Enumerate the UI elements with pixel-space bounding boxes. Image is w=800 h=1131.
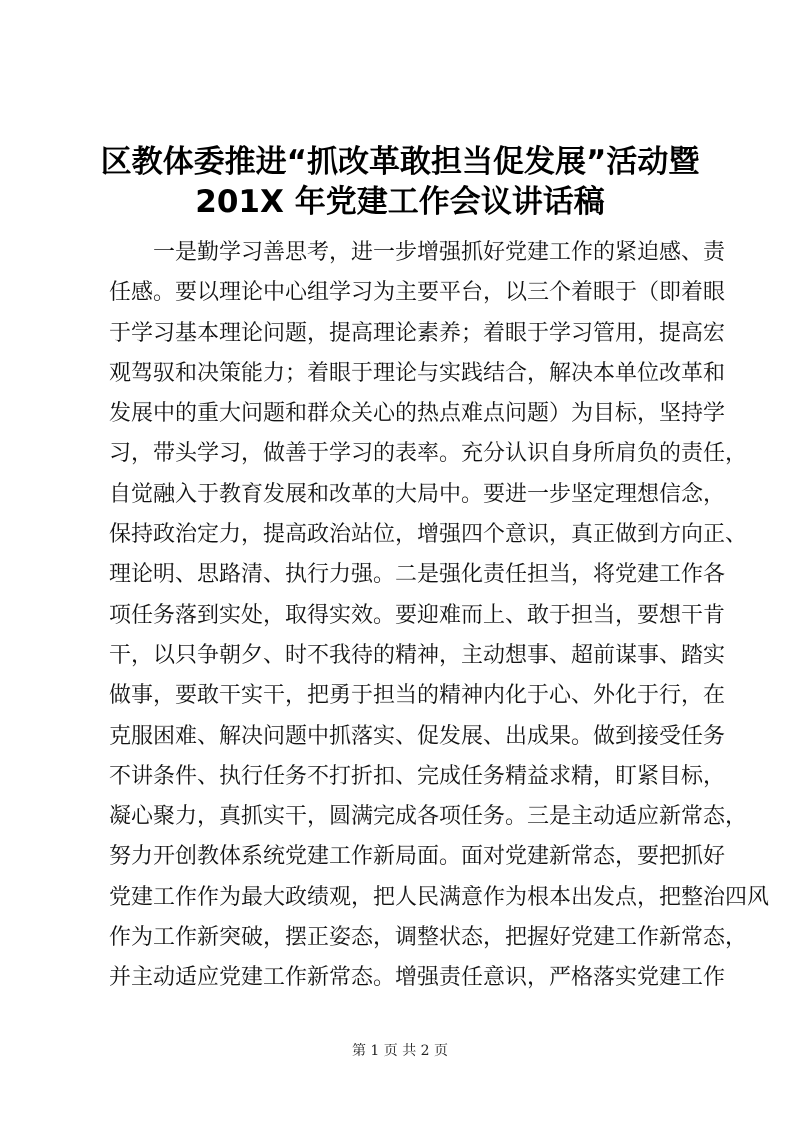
- document-body: [109, 233, 770, 999]
- body-line: 项任务落到实处，取得实效。要迎难而上、敢于担当，要想干肯: [109, 602, 726, 628]
- body-line: 并主动适应党建工作新常态。增强责任意识，严格落实党建工作: [109, 965, 726, 991]
- body-line: 于学习基本理论问题，提高理论素养；着眼于学习管用，提高宏: [109, 320, 726, 346]
- body-line: 观驾驭和决策能力；着眼于理论与实践结合，解决本单位改革和: [109, 360, 726, 386]
- body-line: 任感。要以理论中心组学习为主要平台，以三个着眼于（即着眼: [109, 280, 726, 306]
- body-line: 自觉融入于教育发展和改革的大局中。要进一步坚定理想信念，: [109, 481, 726, 507]
- body-line: 干，以只争朝夕、时不我待的精神，主动想事、超前谋事、踏实: [109, 642, 726, 668]
- body-line: 保持政治定力，提高政治站位，增强四个意识，真正做到方向正、: [109, 522, 748, 548]
- page-number-footer: 第 1 页 共 2 页: [351, 1043, 449, 1059]
- body-line: 理论明、思路清、执行力强。二是强化责任担当，将党建工作各: [109, 562, 726, 588]
- body-line: 凝心聚力，真抓实干，圆满完成各项任务。三是主动适应新常态，: [109, 804, 748, 830]
- body-line: 党建工作作为最大政绩观，把人民满意作为根本出发点，把整治四风: [109, 884, 770, 910]
- document-title-line-1: 区教体委推进“抓改革敢担当促发展”活动暨: [100, 144, 700, 180]
- body-line: 做事，要敢干实干，把勇于担当的精神内化于心、外化于行，在: [109, 683, 726, 709]
- body-line: 不讲条件、执行任务不打折扣、完成任务精益求精，盯紧目标，: [109, 763, 726, 789]
- body-line: 努力开创教体系统党建工作新局面。面对党建新常态，要把抓好: [109, 844, 726, 870]
- document-title-line-2: 201X 年党建工作会议讲话稿: [195, 184, 605, 220]
- body-line: 发展中的重大问题和群众关心的热点难点问题）为目标，坚持学: [109, 401, 726, 427]
- body-line: 克服困难、解决问题中抓落实、促发展、出成果。做到接受任务: [109, 723, 726, 749]
- body-line: 习，带头学习，做善于学习的表率。充分认识自身所肩负的责任，: [109, 441, 748, 467]
- body-line: 一是勤学习善思考，进一步增强抓好党建工作的紧迫感、责: [153, 240, 726, 265]
- body-line: 作为工作新突破，摆正姿态，调整状态，把握好党建工作新常态，: [109, 925, 748, 951]
